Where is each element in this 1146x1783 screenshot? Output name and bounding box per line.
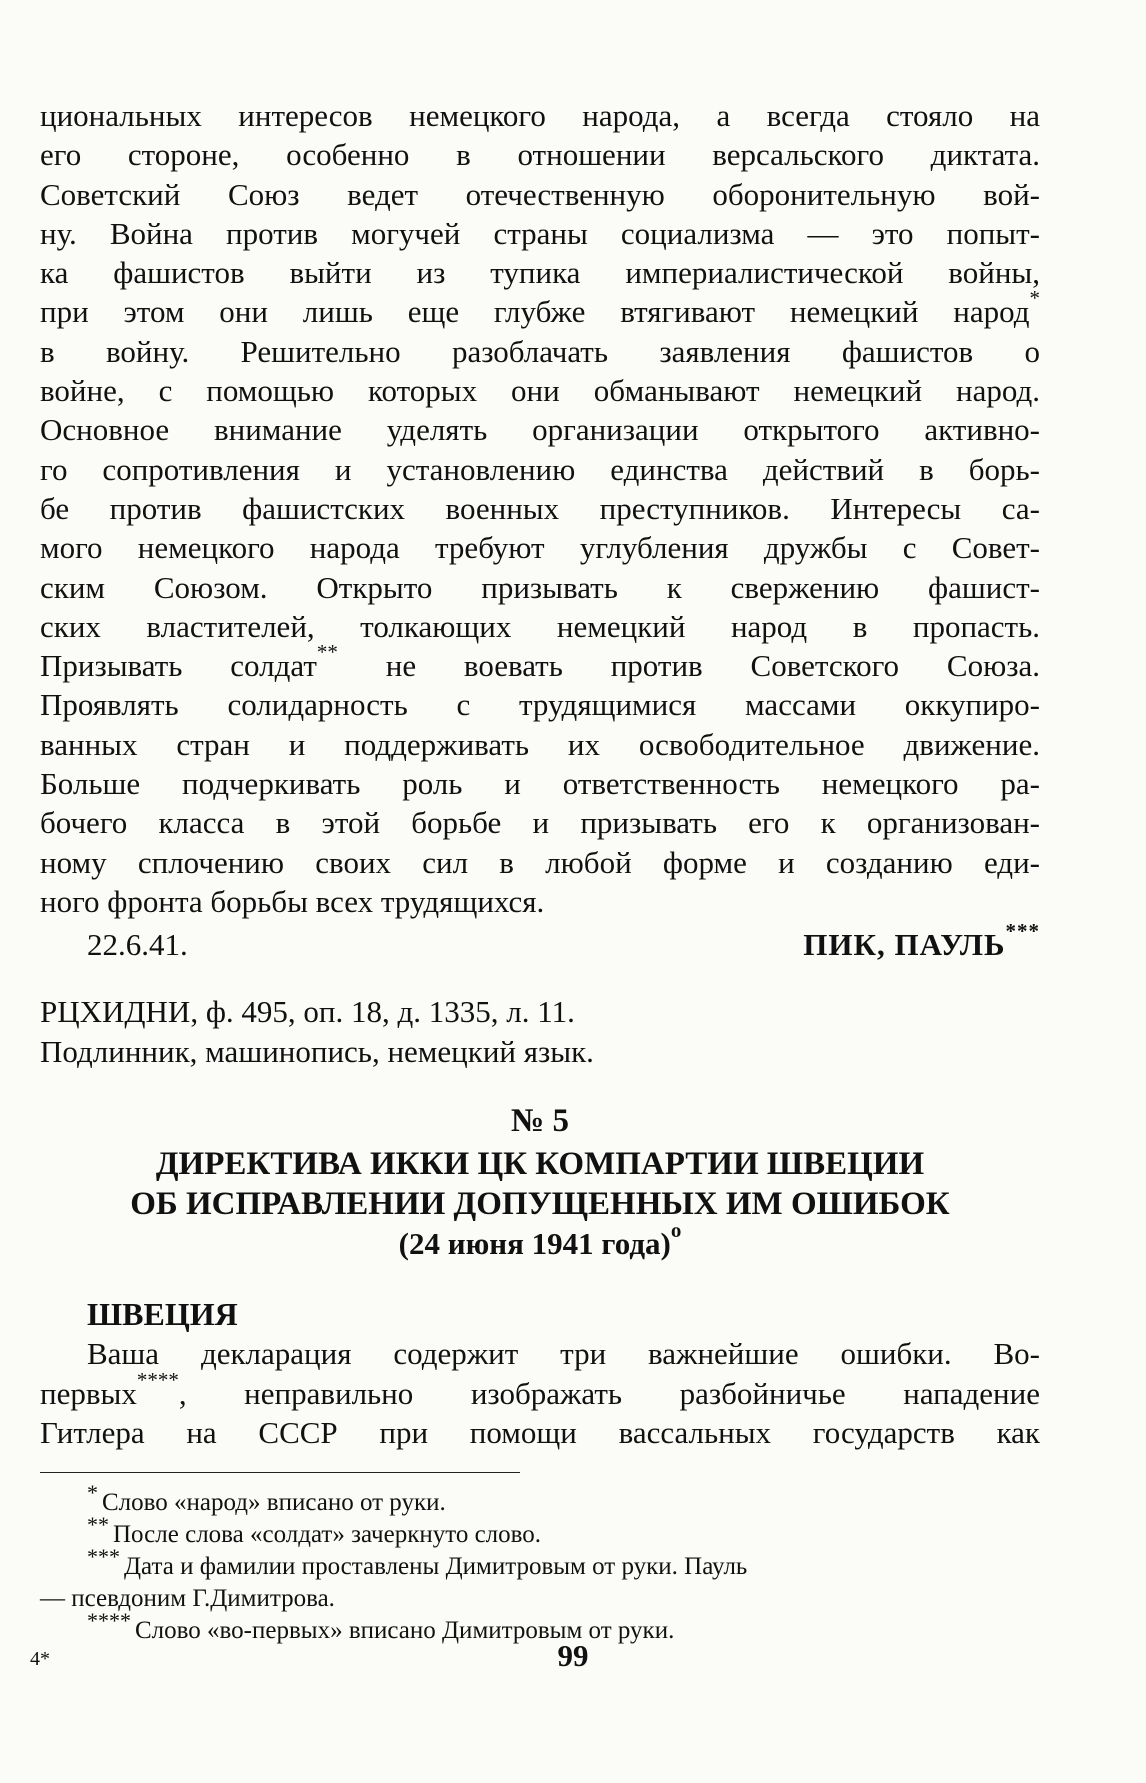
- text-fragment: , неправильно изображать разбойничье нападение: [178, 1375, 1040, 1411]
- text-line: в войну. Решительно разоблачать заявления фашистов о: [40, 333, 1040, 369]
- footnote-continuation: — псевдоним Г.Димитрова.: [40, 1585, 335, 1613]
- text-line-with-mark: [40, 1367, 1040, 1413]
- footnote-mark: *: [87, 1480, 98, 1506]
- text-line: ному сплочению своих сил в любой форме и созданию еди-: [40, 844, 1040, 880]
- footnote: [87, 1544, 1040, 1583]
- text-line: ских властителей, толкающих немецкий народ в пропасть.: [40, 608, 1040, 644]
- archive-reference: [40, 992, 1040, 1072]
- signature-block: [803, 919, 1040, 964]
- text-line: ка фашистов выйти из тупика империалистической войны,: [40, 255, 1040, 291]
- text-line: Проявлять солидарность с трудящимися массами оккупиро-: [40, 687, 1040, 723]
- footnote-mark: ****: [87, 1608, 131, 1634]
- text-line: циональных интересов немецкого народа, а всегда стояло на: [40, 98, 1040, 133]
- dateline: [40, 919, 1040, 964]
- text-line: войне, с помощью которых они обманывают немецкий народ.: [40, 373, 1040, 409]
- text-line-with-mark: [40, 640, 1040, 685]
- text-line: Гитлера на СССР при помощи вассальных государств как: [40, 1414, 1040, 1450]
- signature: ПИК, ПАУЛЬ: [803, 927, 1006, 963]
- text-fragment: не воевать против Советского Союза.: [337, 648, 1040, 684]
- footnote-mark: ***: [87, 1544, 120, 1570]
- text-line: ским Союзом. Открыто призывать к свержению фашист-: [40, 569, 1040, 605]
- date-text: (24 июня 1941 года): [398, 1226, 671, 1262]
- directive-body: [40, 1334, 1040, 1452]
- title-line: ДИРЕКТИВА ИККИ ЦК КОМПАРТИИ ШВЕЦИИ: [155, 1146, 925, 1183]
- date-mark: о: [670, 1218, 682, 1243]
- footnote-text: Дата и фамилии проставлены Димитровым от руки. Пауль: [124, 1553, 748, 1581]
- text-line: ного фронта борьбы всех трудящихся.: [40, 883, 545, 919]
- text-line: ну. Война против могучей страны социализма — это попыт-: [40, 215, 1040, 251]
- document-number: № 5: [511, 1103, 569, 1140]
- text-fragment: Призывать солдат: [40, 648, 317, 684]
- text-line: бочего класса в этой борьбе и призывать его к организован-: [40, 805, 1040, 841]
- footnote: [87, 1512, 1040, 1551]
- letter-date: 22.6.41.: [87, 927, 188, 963]
- footnote-text: После слова «солдат» зачеркнуто слово.: [113, 1521, 542, 1549]
- footnote-mark: **: [316, 640, 338, 665]
- text-line: го сопротивления и установлению единства действий в борь-: [40, 451, 1040, 487]
- footnote: [87, 1480, 1040, 1519]
- footnote-divider: [40, 1472, 520, 1473]
- footnote-mark: ***: [1005, 919, 1040, 944]
- archive-note: Подлинник, машинопись, немецкий язык.: [40, 1034, 594, 1070]
- footnote-mark: ****: [136, 1367, 179, 1392]
- page-number: 99: [557, 1638, 589, 1673]
- footnote-text: Слово «народ» вписано от руки.: [102, 1489, 446, 1517]
- text-line: Советский Союз ведет отечественную оборонительную вой-: [40, 176, 1040, 212]
- letter-body: [40, 96, 1040, 921]
- document-page: [40, 96, 1040, 1647]
- archive-ref: РЦХИДНИ, ф. 495, оп. 18, д. 1335, л. 11.: [40, 994, 575, 1030]
- text-line: при этом они лишь еще глубже втягивают немецкий народ: [40, 294, 1030, 330]
- footnotes: [40, 1480, 1040, 1647]
- footnote-mark: *: [1029, 286, 1040, 311]
- text-line: Основное внимание уделять организации открытого активно-: [40, 412, 1040, 448]
- printer-signature-mark: 4*: [30, 1648, 50, 1670]
- document-date: [40, 1218, 1040, 1264]
- text-line-with-mark: [40, 286, 1040, 331]
- footnote-mark: **: [87, 1512, 109, 1538]
- document-title: [40, 1144, 1040, 1224]
- text-line: Ваша декларация содержит три важнейшие ошибки. Во-: [87, 1336, 1040, 1372]
- text-line: мого немецкого народа требуют углубления дружбы с Совет-: [40, 530, 1040, 566]
- text-line: ванных стран и поддерживать их освободительное движение.: [40, 726, 1040, 762]
- addressee: ШВЕЦИЯ: [87, 1296, 238, 1333]
- text-line: его стороне, особенно в отношении версальского диктата.: [40, 137, 1040, 173]
- footnote-text: Слово «во-первых» вписано Димитровым от руки.: [135, 1617, 675, 1645]
- text-line: Больше подчеркивать роль и ответственность немецкого ра-: [40, 766, 1040, 802]
- text-fragment: первых: [40, 1375, 137, 1411]
- text-line: бе против фашистских военных преступников. Интересы са-: [40, 490, 1040, 526]
- title-line: ОБ ИСПРАВЛЕНИИ ДОПУЩЕННЫХ ИМ ОШИБОК: [130, 1186, 950, 1223]
